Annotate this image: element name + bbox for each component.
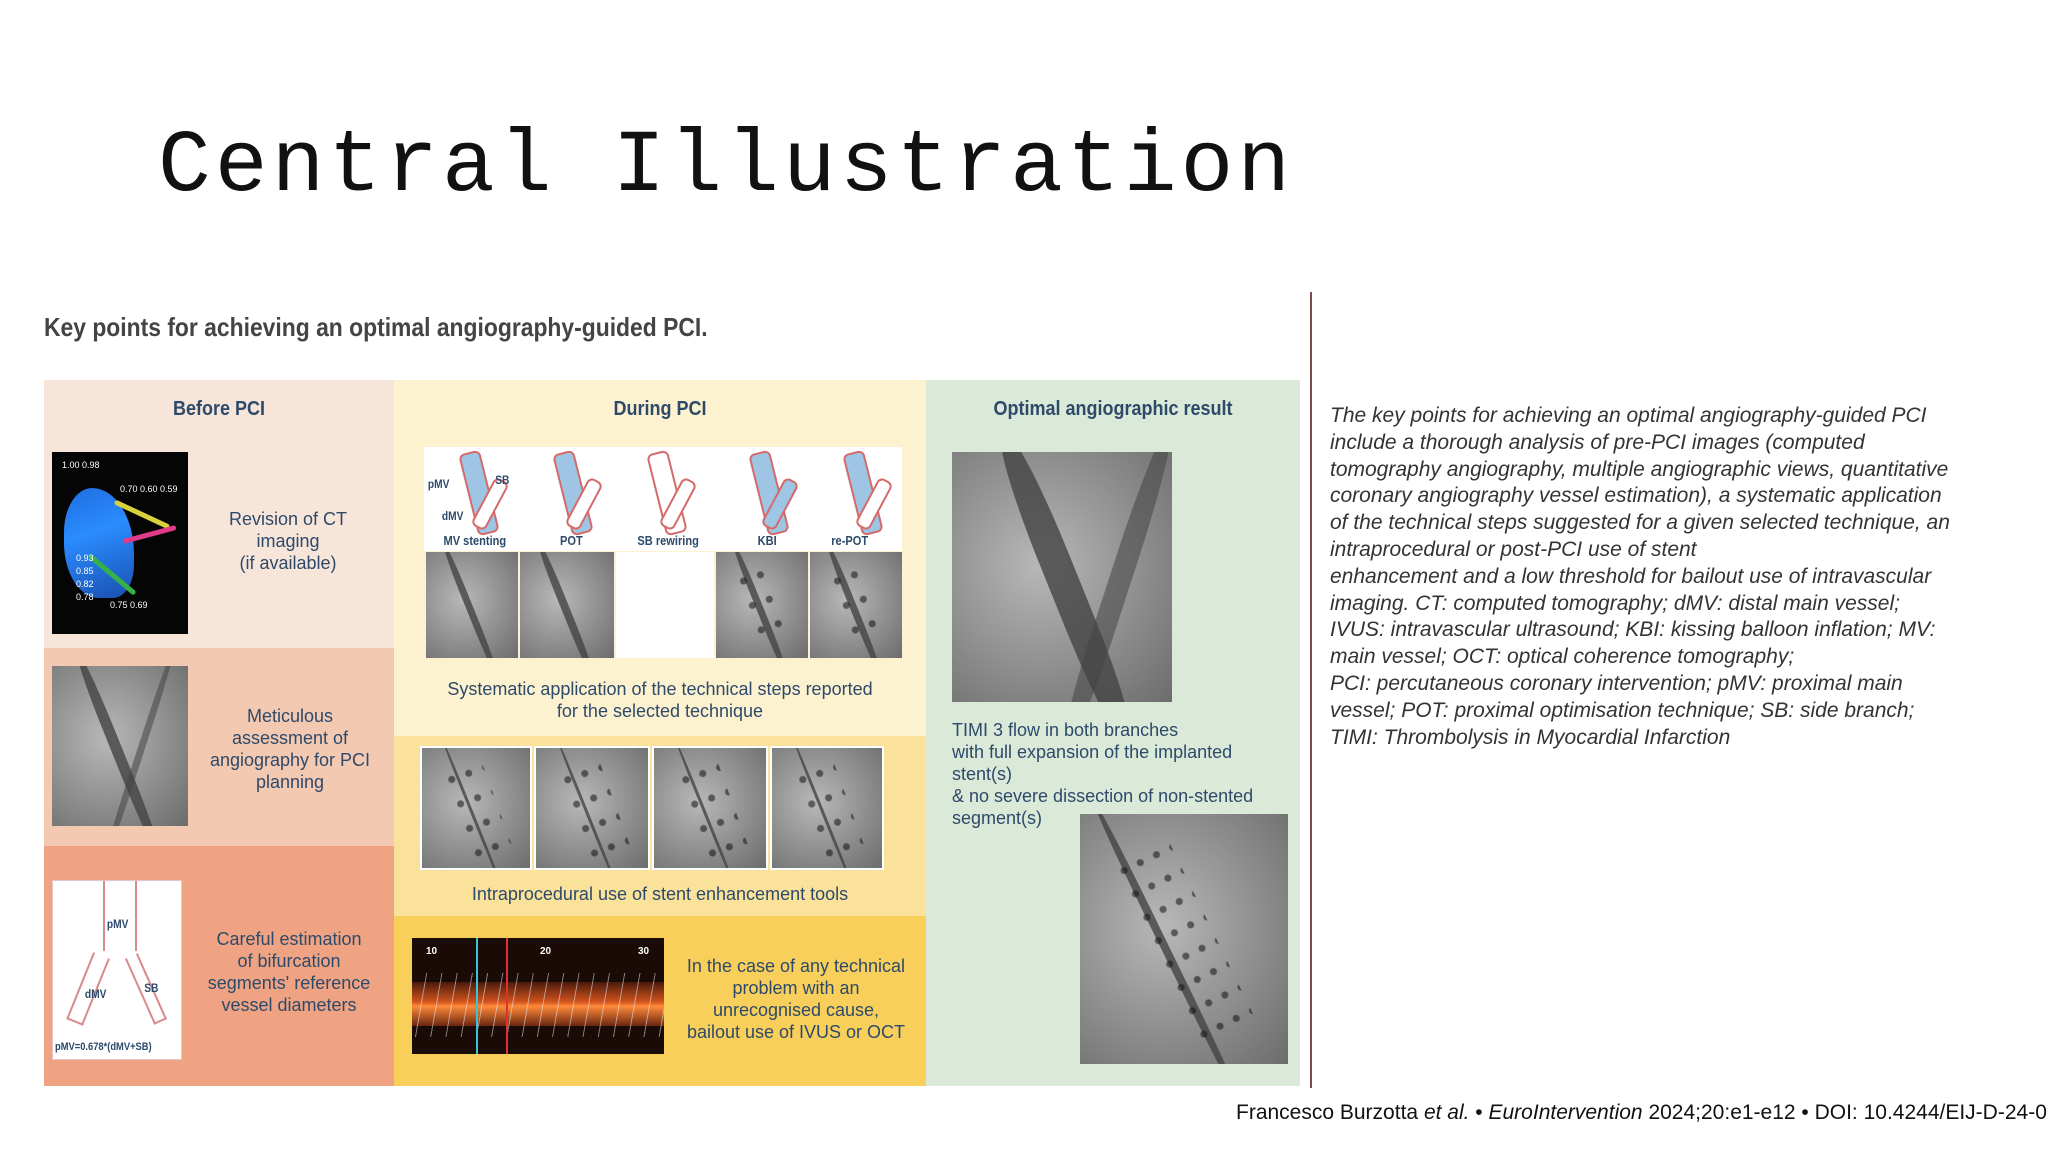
pre-pci-angiography-image (52, 666, 188, 826)
ct-angiography-image (52, 452, 188, 634)
figure-header: Key points for achieving an optimal angiography-guided PCI. (44, 312, 708, 342)
description-line: PCI: percutaneous coronary intervention; pMV: proximal main (1330, 671, 1903, 695)
description-line: tomography angiography, multiple angiographic views, quantitative (1330, 457, 1949, 481)
description-line: include a thorough analysis of pre-PCI images (computed (1330, 430, 1865, 454)
optimal-result-heading: Optimal angiographic result (993, 398, 1233, 420)
citation-journal: EuroIntervention (1488, 1101, 1643, 1124)
diagram-label-dmv: dMV (84, 987, 107, 1001)
technical-steps-strip (424, 447, 902, 551)
step-label-mv-stenting: MV stenting (443, 533, 507, 548)
step-angio-empty (616, 552, 714, 658)
stent-enhancement-final-image (1080, 814, 1288, 1064)
ct-ffr-label-bottom: 0.75 0.69 (110, 600, 148, 610)
oct-tick-30: 30 (638, 946, 650, 957)
description-line: main vessel; OCT: optical coherence tomography; (1330, 645, 1795, 669)
step-illustration-3 (630, 451, 700, 527)
citation-etal: et al. (1423, 1101, 1470, 1124)
ct-ffr-label-top-right: 0.70 0.60 0.59 (120, 484, 178, 494)
step-marker-dmv: dMV (441, 509, 464, 523)
ct-caption: Revision of CT imaging (if available) (228, 509, 348, 573)
ct-ffr-label-top-left: 1.00 0.98 (62, 460, 100, 470)
vertical-divider (1310, 292, 1312, 1088)
enhancement-image-2 (534, 746, 650, 870)
step-marker-sb: SB (495, 473, 510, 487)
description-line: enhancement and a low threshold for bailout use of intravascular (1330, 564, 1932, 588)
step-label-re-pot: re-POT (831, 533, 869, 548)
diagram-main-vessel (103, 881, 137, 951)
step-illustration-4 (732, 451, 802, 527)
description-line: vessel; POT: proximal optimisation technique; SB: side branch; (1330, 698, 1915, 722)
oct-pullback-image (412, 938, 664, 1054)
description-line: of the technical steps suggested for a given selected technique, an (1330, 511, 1950, 535)
optimal-result-caption: TIMI 3 flow in both branches with full expansion of the implanted stent(s) & no severe dissection of non-stented segment(s) (952, 720, 1254, 828)
citation-authors: Francesco Burzotta (1236, 1101, 1419, 1124)
step-angio-1 (426, 552, 518, 658)
step-angio-4 (716, 552, 808, 658)
diagram-label-sb: SB (144, 981, 159, 995)
citation (1236, 1101, 2048, 1125)
vessel-shadow (75, 666, 163, 826)
angio-caption: Meticulous assessment of angiography for PCI planning (209, 706, 371, 792)
step-angio-2 (520, 552, 614, 658)
step-illustration-2 (536, 451, 606, 527)
ct-ffr-label-side: 0.93 0.85 0.82 0.78 (76, 553, 94, 602)
diagram-formula: pMV=0.678*(dMV+SB) (55, 1041, 152, 1053)
oct-marker-cyan (476, 938, 478, 1054)
description-line: TIMI: Thrombolysis in Myocardial Infarction (1330, 725, 1731, 749)
step-angio-5 (810, 552, 902, 658)
bifurcation-diagram (52, 880, 182, 1060)
before-pci-heading: Before PCI (172, 398, 266, 420)
description-line: IVUS: intravascular ultrasound; KBI: kissing balloon inflation; MV: (1330, 618, 1936, 642)
oct-tick-10: 10 (426, 946, 438, 957)
during-pci-heading: During PCI (613, 398, 707, 420)
diagram-label-pmv: pMV (106, 917, 129, 931)
citation-reference: 2024;20:e1-e12 • DOI: 10.4244/EIJ-D-24-0 (1642, 1101, 2047, 1124)
slide-title: Central Illustration (158, 118, 1295, 217)
oct-tick-20: 20 (540, 946, 552, 957)
diameter-caption: Careful estimation of bifurcation segments' reference vessel diameters (207, 929, 371, 1015)
enhancement-image-3 (652, 746, 768, 870)
imaging-caption: In the case of any technical problem with an unrecognised cause, bailout use of IVUS or OCT (686, 956, 906, 1042)
step-illustration-5 (826, 451, 896, 527)
figure-description (1330, 403, 2020, 751)
enhancement-caption: Intraprocedural use of stent enhancement tools (471, 884, 849, 904)
oct-stent-struts (412, 973, 664, 1037)
step-label-kbi: KBI (757, 533, 777, 548)
description-line: The key points for achieving an optimal angiography-guided PCI (1330, 404, 1927, 427)
technique-caption: Systematic application of the technical steps reported for the selected technique (447, 679, 873, 721)
description-line: coronary angiography vessel estimation), a systematic application (1330, 484, 1942, 508)
citation-separator: • (1469, 1101, 1489, 1124)
final-angiography-image (952, 452, 1172, 702)
description-line: imaging. CT: computed tomography; dMV: distal main vessel; (1330, 591, 1900, 615)
step-label-sb-rewiring: SB rewiring (637, 533, 699, 548)
enhancement-image-1 (420, 746, 532, 870)
description-line: intraprocedural or post-PCI use of stent (1330, 537, 1697, 561)
step-marker-pmv: pMV (427, 477, 450, 491)
step-label-pot: POT (560, 533, 583, 548)
enhancement-image-4 (770, 746, 884, 870)
oct-marker-red (506, 938, 508, 1054)
